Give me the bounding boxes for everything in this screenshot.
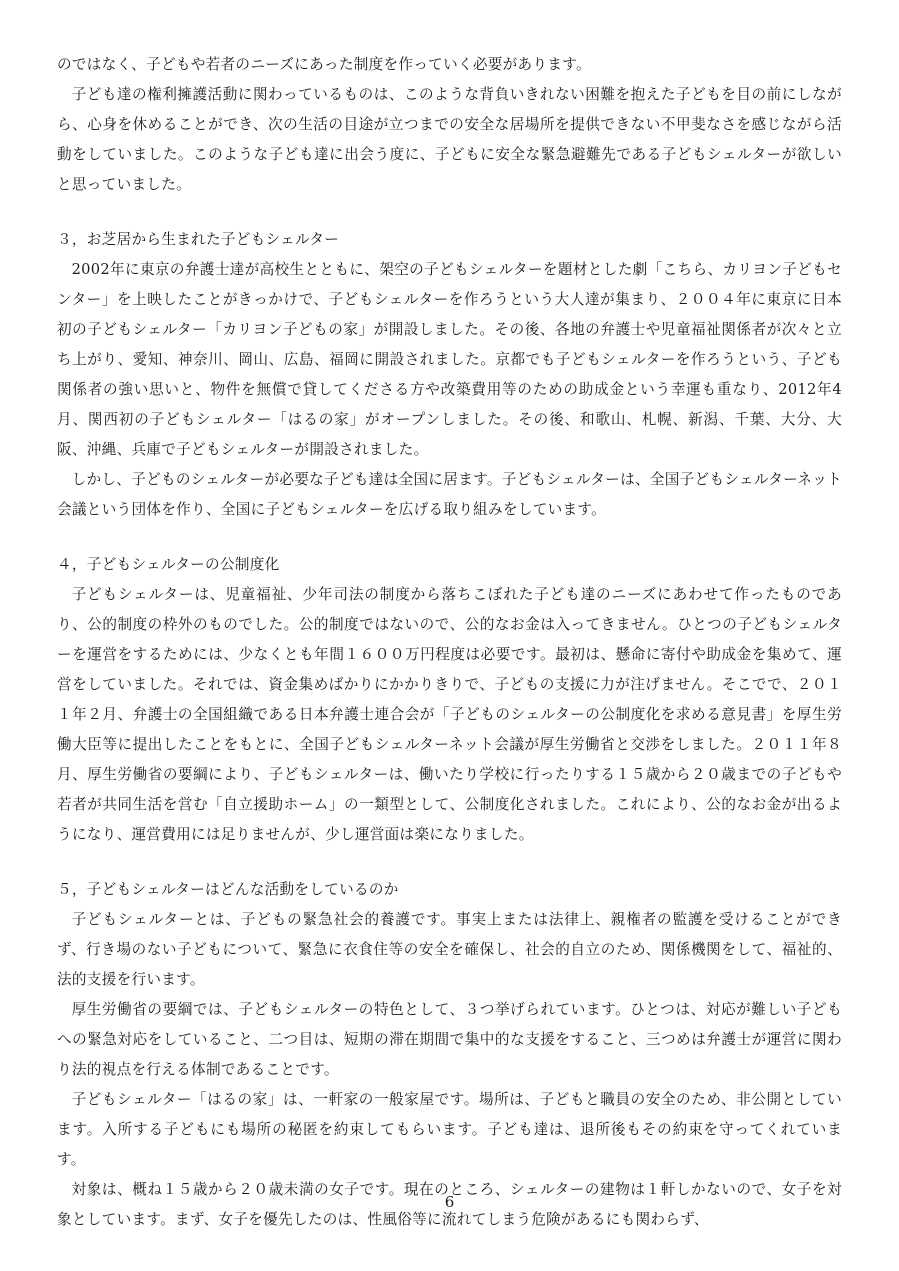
paragraph: 子どもシェルターは、児童福祉、少年司法の制度から落ちこぼれた子ども達のニーズにあわせて作ったものであり、公的制度の枠外のものでした。公的制度ではないので、公的なお金は入ってきません。ひとつの子どもシェルターを運営をするためには、少なくとも年間１６００万円程度は必要です。最初は、懸命に寄付や助成金を集めて、運営をしていました。それでは、資金集めばかりにかかりきりで、子どもの支援に力が注げません。そこでで、２０１１年２月、弁護士の全国組織である日本弁護士連合会が「子どものシェルターの公制度化を求める意見書」を厚生労働大臣等に提出したことをもとに、全国子どもシェルターネット会議が厚生労働省と交渉をしました。２０１１年８月、厚生労働省の要綱により、子どもシェルターは、働いたり学校に行ったりする１５歳から２０歳までの子どもや若者が共同生活を営む「自立援助ホーム」の一類型として、公制度化されました。これにより、公的なお金が出るようになり、運営費用には足りませんが、少し運営面は楽になりました。: [57, 586, 842, 843]
paragraph: 子どもシェルター「はるの家」は、一軒家の一般家屋です。場所は、子どもと職員の安全のため、非公開としています。入所する子どもにも場所の秘匿を約束してもらいます。子ども達は、退所後もその約束を守ってくれています。: [57, 1091, 842, 1168]
paragraph: 子ども達の権利擁護活動に関わっているものは、このような背負いきれない困難を抱えた子どもを目の前にしながら、心身を休めることができ、次の生活の目途が立つまでの安全な居場所を提供できない不甲斐なさを感じながら活動をしていました。このような子ども達に出会う度に、子どもに安全な緊急避難先である子どもシェルターが欲しいと思っていました。: [57, 86, 842, 193]
section-3: [57, 225, 842, 525]
paragraph: のではなく、子どもや若者のニーズにあった制度を作っていく必要があります。: [57, 56, 591, 73]
section-heading: ３，お芝居から生まれた子どもシェルター: [57, 231, 340, 248]
page-number: 6: [444, 1193, 455, 1211]
section-heading: ４，子どもシェルターの公制度化: [57, 556, 280, 573]
intro-block: [57, 50, 842, 200]
section-heading: ５，子どもシェルターはどんな活動をしているのか: [57, 881, 399, 898]
paragraph: 厚生労働省の要綱では、子どもシェルターの特色として、３つ挙げられています。ひとつは、対応が難しい子どもへの緊急対応をしていること、二つ目は、短期の滞在期間で集中的な支援をすること、三つめは弁護士が運営に関わり法的視点を行える体制であることです。: [57, 1001, 842, 1078]
paragraph: 2002年に東京の弁護士達が高校生とともに、架空の子どもシェルターを題材とした劇「こちら、カリヨン子どもセンター」を上映したことがきっかけで、子どもシェルターを作ろうという大人達が集まり、２００４年に東京に日本初の子どもシェルター「カリヨン子どもの家」が開設しました。その後、各地の弁護士や児童福祉関係者が次々と立ち上がり、愛知、神奈川、岡山、広島、福岡に開設されました。京都でも子どもシェルターを作ろうという、子ども関係者の強い思いと、物件を無償で貸してくださる方や改築費用等のための助成金という幸運も重なり、2012年4月、関西初の子どもシェルター「はるの家」がオープンしました。その後、和歌山、札幌、新潟、千葉、大分、大阪、沖縄、兵庫で子どもシェルターが開設されました。: [57, 261, 842, 458]
document-page: [57, 50, 842, 1235]
paragraph: 対象は、概ね１５歳から２０歳未満の女子です。現在のところ、シェルターの建物は１軒しかないので、女子を対象としています。まず、女子を優先したのは、性風俗等に流れてしまう危険があるにも関わらず、: [57, 1181, 842, 1228]
paragraph: 子どもシェルターとは、子どもの緊急社会的養護です。事実上または法律上、親権者の監護を受けることができず、行き場のない子どもについて、緊急に衣食住等の安全を確保し、社会的自立のため、関係機関をして、福祉的、法的支援を行います。: [57, 911, 842, 988]
paragraph: しかし、子どものシェルターが必要な子ども達は全国に居ます。子どもシェルターは、全国子どもシェルターネット会議という団体を作り、全国に子どもシェルターを広げる取り組みをしています。: [57, 471, 842, 518]
section-5: [57, 875, 842, 1235]
section-4: [57, 550, 842, 850]
